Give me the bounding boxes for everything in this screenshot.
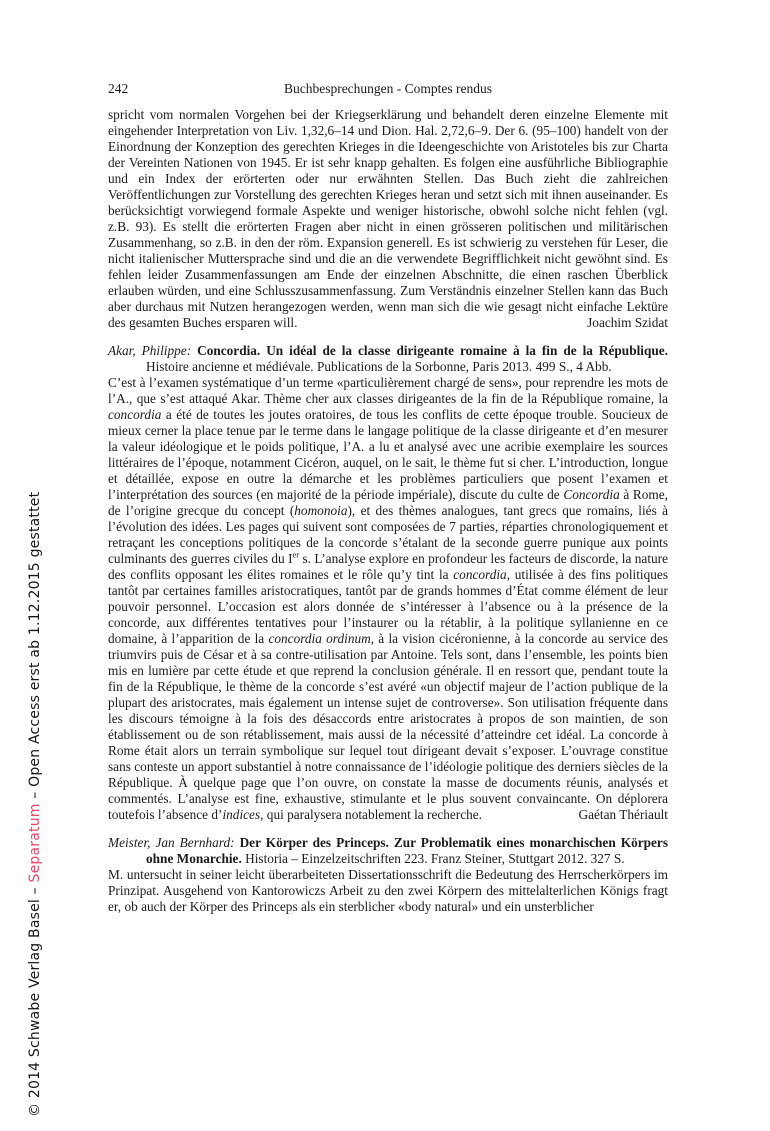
separatum-label: Separatum <box>27 803 43 883</box>
review-body-text: C’est à l’examen systématique d’un terme «particulièrement chargé de sens», pour reprendre les mots de l’A., que s’est attaqué Akar. Thème cher aux classes dirigeantes de la fin de la République romaine, la concordia a été de toutes les joutes oratoires, de tous les conflits de cette époque trouble. Soucieux de mieux cerner la place tenue par le terme dans le langage politique de la classe dirigeante et d’en mesurer la valeur idéologique et le poids politique, l’A. a lu et analysé avec une acribie exemplaire les sources littéraires de l’époque, notamment Cicéron, auquel, on le sait, le thème fut si cher. L’introduction, longue et détaillée, expose en outre la démarche et les problèmes particuliers que posent l’examen et l’interprétation des sources (en majorité de la période impériale), discute du culte de Concordia à Rome, de l’origine grecque du concept (homonoia), et des thèmes analogues, tant grecs que romains, liés à l’évolution des idées. Les pages qui suivent sont composées de 7 parties, réparties chronologiquement et retraçant les conceptions politiques de la concorde s’étalant de la seconde guerre punique aux points culminants des guerres civiles du Ier s. L’analyse explore en profondeur les facteurs de discorde, la nature des conflits opposant les élites romaines et le rôle qu’y tint la concordia, utilisée à des fins politiques tantôt par certaines familles aristocratiques, tantôt par de grands hommes d’État comme élément de leur pouvoir personnel. L’occasion est alors donnée de s’intéresser à l’absence ou à la présence de la concorde, aux différentes tentatives pour l’instaurer ou la rétablir, à la politique syllanienne en ce domaine, à l’apparition de la concordia ordinum, à la vision cicéronienne, à la concorde au service des triumvirs puis de César et à sa contre-utilisation par Antoine. Tels sont, dans l’ensemble, les points bien mis en lumière par cette étude et que reprend la conclusion générale. Il en ressort que, pendant toute la fin de la République, le thème de la concorde s’est avéré «un objectif majeur de l’action publique de la plupart des aristocrates, mais également un intense sujet de controverse». Son utilisation fréquente dans les discours témoigne à la fois des désaccords entre aristocrates à propos de son maintien, de son établissement ou de son rétablissement, mais aussi de la nécessité d’atteindre cet idéal. La concorde à Rome était alors un terrain symbolique sur lequel tout dirigeant devait s’exposer. L’ouvrage constitue sans conteste un apport substantiel à notre connaissance de l’idéologie politique des derniers siècles de la République. À quelque page que l’on ouvre, on constate la masse de documents réunis, analysés et commentés. L’analyse est fine, exhaustive, stimulante et le plus souvent convaincante. On déplorera toutefois l’absence d’indices, qui paralysera notablement la recherche. <box>108 375 669 822</box>
page-number: 242 <box>108 81 129 96</box>
review-meister-section <box>108 835 668 915</box>
reviewer-signature: Joachim Szidat <box>587 315 668 330</box>
page-header <box>108 81 668 97</box>
review-heading <box>108 835 668 867</box>
review-body-text: M. untersucht in seiner leicht überarbeiteten Dissertationsschrift die Bedeutung des Herrscherkörpers im Prinzipat. Ausgehend von Kantorowiczs Arbeit zu den zwei Körpern des mittelalterlichen Königs fragt er, ob auch der Körper des Princeps als ein sterblicher «body natural» und ein unsterblicher <box>108 867 668 914</box>
open-access-text: – Open Access erst ab 1.12.2015 gestattet <box>27 491 43 804</box>
review-akar-section <box>108 343 668 823</box>
review-body <box>108 375 668 823</box>
running-title: Buchbesprechungen - Comptes rendus <box>283 81 493 96</box>
text-column <box>108 81 668 915</box>
review-body <box>108 107 668 331</box>
copyright-prefix-text: © 2014 Schwabe Verlag Basel – <box>27 882 43 1117</box>
review-heading-text: Akar, Philippe: Concordia. Un idéal de la classe dirigeante romaine à la fin de la République. Histoire ancienne et médiévale. Publications de la Sorbonne, Paris 2013. 499 S., 4 Abb. <box>108 343 668 374</box>
review-heading <box>108 343 668 375</box>
review-continuation-section <box>108 107 668 331</box>
reviewer-signature: Gaétan Thériault <box>578 807 668 822</box>
left-margin-copyright-notice <box>26 457 44 1117</box>
review-heading-text: Meister, Jan Bernhard: Der Körper des Princeps. Zur Problematik eines monarchischen Körpers ohne Monarchie. Historia – Einzelzeitschriften 223. Franz Steiner, Stuttgart 2012. 327 S. <box>108 835 668 866</box>
review-body-text: spricht vom normalen Vorgehen bei der Kriegserklärung und behandelt deren einzelne Elemente mit eingehender Interpretation von Liv. 1,32,6–14 und Dion. Hal. 2,72,6–9. Der 6. (95–100) handelt von der Einordnung der Konzeption des gerechten Krieges in die Ideengeschichte von Aristoteles bis zur Charta der Vereinten Nationen von 1945. Er ist sehr knapp gehalten. Es folgen eine ausführliche Bibliographie und ein Index der erörterten oder nur erwähnten Stellen. Das Buch zieht die zahlreichen Veröffentlichungen zur Vorstellung des gerechten Krieges heran und setzt sich mit ihnen auseinander. Es berücksichtigt vorwiegend formale Aspekte und weniger historische, obwohl solche nicht fehlen (vgl. z.B. 93). Es stellt die erörterten Fragen aber nicht in einen grösseren politischen und militärischen Zusammenhang, so z.B. in den der röm. Expansion generell. Es ist schwierig zu verstehen für Leser, die nicht italienischer Muttersprache sind und die an die verwendete Begrifflichkeit nicht gewöhnt sind. Es fehlen leider Zusammenfassungen am Ende der einzelnen Abschnitte, die einen raschen Überblick erlauben würden, und eine Schlusszusammenfassung. Zum Verständnis einzelner Stellen kann das Buch aber durchaus mit Nutzen herangezogen werden, wenn man sich die wie gesagt nicht einfache Lektüre des gesamten Buches ersparen will. <box>108 107 668 330</box>
review-body <box>108 867 668 915</box>
